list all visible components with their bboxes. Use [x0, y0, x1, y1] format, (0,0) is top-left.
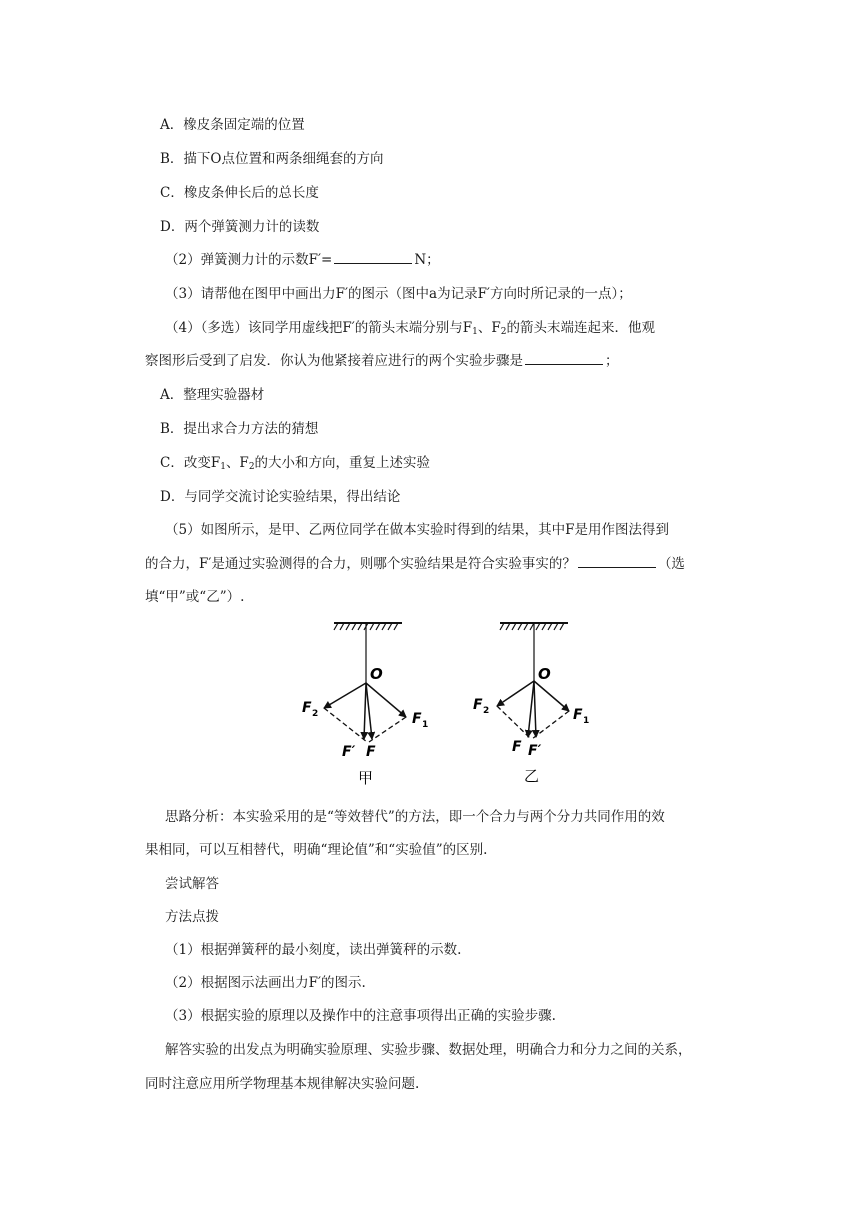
q4-option-c-sub2: 2: [248, 462, 255, 472]
label-o-yi: O: [538, 665, 551, 683]
label-f1-yi: F: [573, 707, 583, 723]
q5-text-a: 的合力，F′是通过实验测得的合力，则哪个实验结果是符合实验事实的？: [145, 556, 576, 572]
method-item-1: （1）根据弹簧秤的最小刻度，读出弹簧秤的示数.: [165, 942, 462, 958]
label-fprime-yi: F′: [528, 743, 542, 759]
label-f1-sub-yi: 1: [583, 716, 590, 726]
q4-option-c-c: 的大小和方向，重复上述实验: [254, 455, 431, 471]
q4-text-e: ；: [605, 353, 619, 369]
conclusion-line2: 同时注意应用所学物理基本规律解决实验问题.: [145, 1076, 420, 1092]
q4-option-d: D．与同学交流讨论实验结果，得出结论: [160, 489, 401, 505]
q1-option-a: A．橡皮条固定端的位置: [160, 117, 305, 133]
method-item-3: （3）根据实验的原理以及操作中的注意事项得出正确的实验步骤.: [165, 1008, 556, 1024]
answer-blank-q5: [578, 555, 656, 568]
q4-option-c-sub1: 1: [220, 462, 226, 472]
question-5-line2: [145, 552, 685, 572]
label-f-yi: F: [512, 739, 522, 755]
q1-option-b: B．描下O点位置和两条细绳套的方向: [160, 151, 384, 167]
q4-option-c: [160, 451, 430, 472]
question-5-line1: （5）如图所示，是甲、乙两位同学在做本实验时得到的结果，其中F是用作图法得到: [165, 522, 669, 538]
question-4-line2: [145, 349, 619, 369]
conclusion-line1: 解答实验的出发点为明确实验原理、实验步骤、数据处理，明确合力和分力之间的关系，: [165, 1042, 692, 1058]
label-f2-jia: F: [302, 700, 312, 716]
caption-yi: 乙: [524, 767, 540, 785]
answer-blank-q4: [525, 352, 603, 365]
q4-sub-1: 1: [472, 327, 478, 337]
q4-sub-2: 2: [500, 327, 507, 337]
q2-text: （2）弹簧测力计的示数F′=: [165, 252, 333, 268]
q4-text-a: （4）（多选）该同学用虚线把F′的箭头末端分别与F: [165, 320, 473, 336]
q4-text-c: 的箭头末端连起来．他观: [506, 320, 655, 336]
label-o-jia: O: [370, 665, 383, 683]
label-f-jia: F: [366, 744, 376, 760]
q5-text-b: （选: [657, 556, 685, 572]
question-4-line1: [165, 316, 655, 337]
label-f1-jia: F: [412, 711, 422, 727]
question-2: [165, 248, 440, 268]
q2-unit: N；: [414, 252, 440, 268]
label-f2-sub-yi: 2: [483, 706, 490, 716]
try-answer-heading: 尝试解答: [165, 876, 219, 892]
caption-jia: 甲: [358, 769, 374, 787]
diagram-jia: [302, 623, 428, 787]
question-3: （3）请帮他在图甲中画出力F′的图示（图中a为记录F′方向时所记录的一点）；: [165, 286, 632, 302]
question-5-line3: 填“甲”或“乙”）.: [145, 589, 245, 605]
q4-option-b: B．提出求合力方法的猜想: [160, 421, 319, 437]
label-f1-sub-jia: 1: [422, 720, 429, 730]
answer-blank-q2: [334, 251, 412, 264]
analysis-line1: 思路分析：本实验采用的是“等效替代”的方法，即一个合力与两个分力共同作用的效: [165, 809, 665, 825]
force-diagram-figure: [290, 615, 610, 795]
force-diagram: [290, 615, 610, 795]
q4-text-d: 察图形后受到了启发．你认为他紧接着应进行的两个实验步骤是: [145, 353, 523, 369]
label-fprime-jia: F′: [342, 744, 356, 760]
q4-text-b: 、F: [477, 320, 501, 336]
q1-option-d: D．两个弹簧测力计的读数: [160, 219, 320, 235]
q1-option-c: C．橡皮条伸长后的总长度: [160, 185, 319, 201]
method-item-2: （2）根据图示法画出力F′的图示.: [165, 975, 366, 991]
method-heading: 方法点拨: [165, 909, 219, 925]
q4-option-a: A．整理实验器材: [160, 387, 265, 403]
q4-option-c-a: C．改变F: [160, 455, 221, 471]
q4-option-c-b: 、F: [225, 455, 249, 471]
label-f2-yi: F: [473, 697, 483, 713]
label-f2-sub-jia: 2: [312, 709, 319, 719]
analysis-line2: 果相同，可以互相替代，明确“理论值”和“实验值”的区别.: [145, 842, 488, 858]
diagram-yi: [473, 623, 589, 785]
